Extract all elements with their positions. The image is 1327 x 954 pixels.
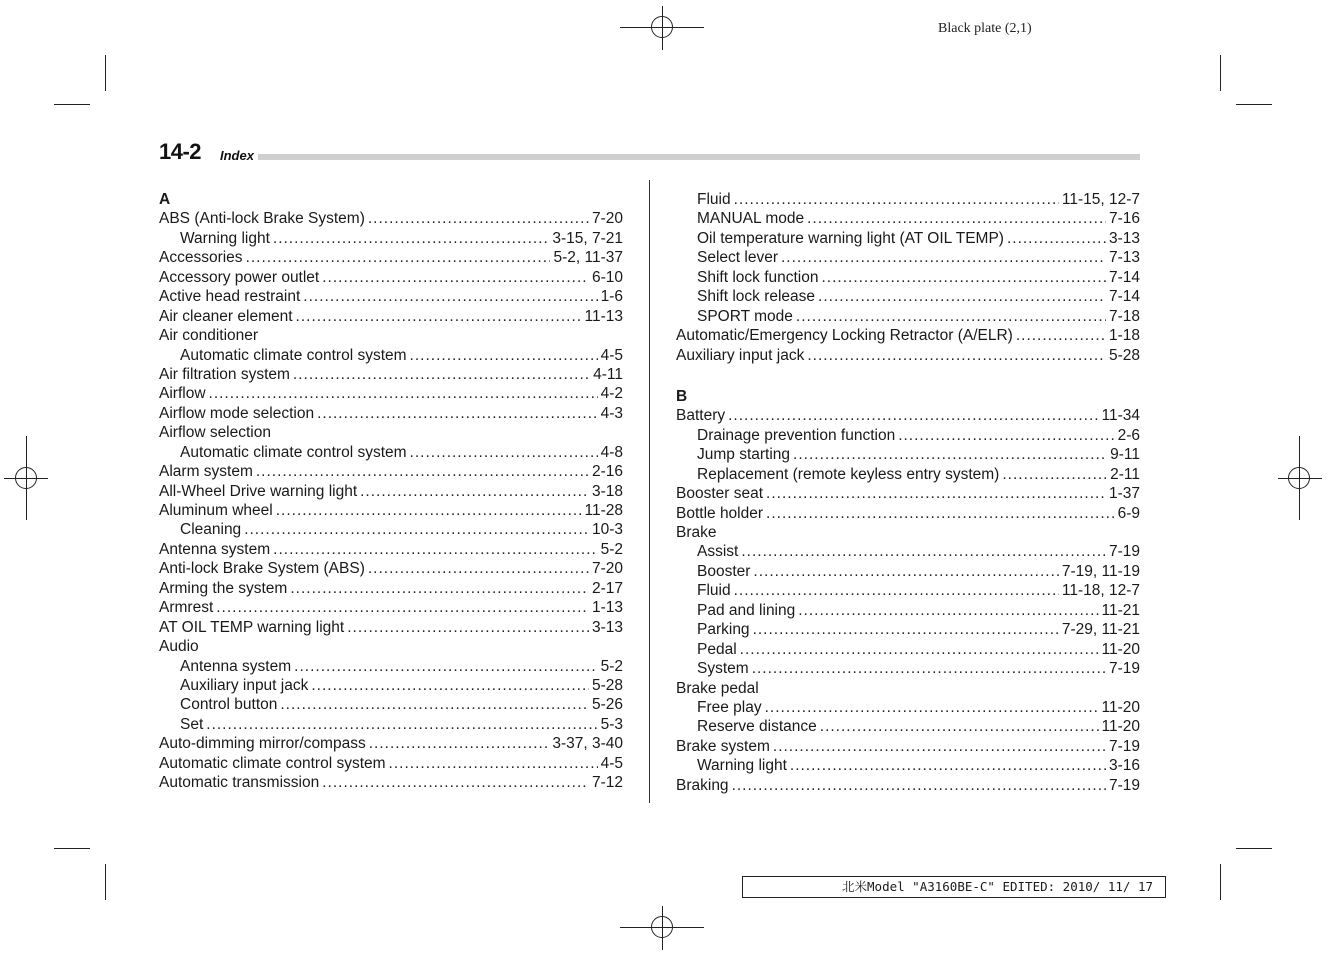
entry-page-ref: 10-3: [591, 521, 623, 539]
entry-label: Accessories: [159, 249, 243, 267]
entry-label: Auto-dimming mirror/compass: [159, 735, 366, 753]
entry-label: Automatic transmission: [159, 774, 320, 792]
index-entry: [159, 734, 623, 753]
entry-page-ref: 7-19: [1108, 543, 1140, 561]
entry-label: Drainage prevention function: [697, 426, 896, 444]
entry-page-ref: 4-5: [600, 346, 623, 364]
index-subentry: [676, 620, 1140, 639]
index-subentry: [676, 581, 1140, 600]
edition-footer: 北米Model "A3160BE-C" EDITED: 2010/ 11/ 17: [742, 876, 1166, 898]
entry-page-ref: 11-18, 12-7: [1061, 582, 1140, 600]
entry-label: Brake pedal: [676, 679, 759, 697]
entry-label: Warning light: [180, 229, 270, 247]
dot-leader: [1016, 326, 1106, 345]
entry-page-ref: 2-17: [591, 579, 623, 597]
dot-leader: [898, 426, 1114, 445]
entry-page-ref: 9-11: [1110, 446, 1140, 464]
entry-label: Brake system: [676, 737, 770, 755]
crop-mark: [1220, 864, 1221, 900]
dot-leader: [732, 776, 1106, 795]
index-subentry: [676, 640, 1140, 659]
dot-leader: [741, 542, 1106, 561]
entry-page-ref: 3-13: [591, 618, 623, 636]
entry-page-ref: 6-9: [1117, 504, 1140, 522]
entry-page-ref: 5-2: [600, 657, 623, 675]
dot-leader: [311, 676, 589, 695]
entry-label: Airflow selection: [159, 424, 271, 442]
index-subentry: [159, 229, 623, 248]
dot-leader: [410, 346, 598, 365]
entry-page-ref: 2-11: [1110, 465, 1140, 483]
entry-label: Cleaning: [180, 521, 242, 539]
dot-leader: [347, 618, 589, 637]
crop-mark: [105, 55, 106, 91]
section-gap: [676, 365, 1140, 387]
entry-label: Control button: [180, 696, 278, 714]
index-entry: [676, 504, 1140, 523]
dot-leader: [821, 268, 1105, 287]
section-title: Index: [220, 148, 254, 163]
index-entry: [159, 307, 623, 326]
dot-leader: [793, 445, 1107, 464]
index-entry: [676, 523, 1140, 542]
index-subentry: [159, 346, 623, 365]
entry-page-ref: 5-3: [600, 715, 623, 733]
entry-label: Select lever: [697, 249, 778, 267]
index-subentry: [676, 229, 1140, 248]
dot-leader: [216, 598, 589, 617]
entry-label: Air cleaner element: [159, 307, 293, 325]
plate-label: Black plate (2,1): [938, 21, 1032, 36]
crop-mark: [105, 864, 106, 900]
entry-page-ref: 7-29, 11-21: [1061, 621, 1140, 639]
entry-label: Bottle holder: [676, 504, 764, 522]
entry-label: Booster seat: [676, 485, 764, 503]
index-entry: [159, 209, 623, 228]
index-entry: [159, 268, 623, 287]
entry-label: SPORT mode: [697, 307, 793, 325]
dot-leader: [796, 307, 1106, 326]
entry-page-ref: 4-5: [600, 754, 623, 772]
index-entry: [159, 559, 623, 578]
index-entry: [159, 326, 623, 345]
entry-label: Accessory power outlet: [159, 268, 320, 286]
entry-page-ref: 4-2: [600, 385, 623, 403]
index-subentry: [159, 520, 623, 539]
entry-page-ref: 2-6: [1117, 426, 1140, 444]
entry-page-ref: 3-18: [591, 482, 623, 500]
dot-leader: [209, 384, 598, 403]
entry-page-ref: 7-20: [591, 560, 623, 578]
entry-page-ref: 4-11: [593, 365, 623, 383]
dot-leader: [273, 229, 549, 248]
index-subentry: [676, 209, 1140, 228]
dot-leader: [728, 406, 1098, 425]
column-divider: [649, 180, 650, 803]
dot-leader: [753, 562, 1058, 581]
entry-label: Warning light: [697, 757, 787, 775]
dot-leader: [322, 268, 589, 287]
entry-label: Oil temperature warning light (AT OIL TEMP): [697, 229, 1004, 247]
entry-page-ref: 11-21: [1101, 601, 1140, 619]
entry-page-ref: 11-20: [1101, 640, 1140, 658]
entry-page-ref: 4-3: [600, 404, 623, 422]
entry-label: Auxiliary input jack: [676, 346, 805, 364]
entry-page-ref: 11-13: [584, 307, 623, 325]
entry-label: Replacement (remote keyless entry system): [697, 465, 1000, 483]
entry-page-ref: 5-2: [600, 540, 623, 558]
index-subentry: [676, 562, 1140, 581]
entry-label: Audio: [159, 638, 199, 656]
dot-leader: [368, 559, 589, 578]
index-subentry: [676, 287, 1140, 306]
header-bar: [258, 154, 1140, 160]
entry-page-ref: 4-8: [600, 443, 623, 461]
page-number: 14-2: [159, 139, 202, 164]
entry-label: Set: [180, 715, 204, 733]
entry-page-ref: 3-13: [1108, 229, 1140, 247]
dot-leader: [293, 365, 590, 384]
dot-leader: [773, 737, 1106, 756]
entry-label: Pedal: [697, 640, 737, 658]
index-entry: [676, 406, 1140, 425]
index-entry: [676, 776, 1140, 795]
entry-page-ref: 1-6: [600, 288, 623, 306]
dot-leader: [256, 462, 589, 481]
entry-label: Active head restraint: [159, 288, 301, 306]
entry-page-ref: 3-16: [1108, 757, 1140, 775]
index-subentry: [676, 268, 1140, 287]
dot-leader: [734, 581, 1059, 600]
entry-page-ref: 7-20: [591, 210, 623, 228]
entry-label: Reserve distance: [697, 718, 817, 736]
entry-label: Antenna system: [159, 540, 271, 558]
entry-label: Airflow: [159, 385, 206, 403]
crop-mark: [54, 104, 90, 105]
entry-label: Arming the system: [159, 579, 288, 597]
dot-leader: [1002, 465, 1107, 484]
index-subentry: [159, 695, 623, 714]
index-letter-heading: A: [159, 191, 171, 208]
crop-mark: [1236, 104, 1272, 105]
index-entry: [159, 423, 623, 442]
dot-leader: [790, 756, 1106, 775]
entry-label: Braking: [676, 776, 729, 794]
entry-page-ref: 5-26: [591, 696, 623, 714]
entry-label: Automatic climate control system: [180, 443, 407, 461]
entry-label: Auxiliary input jack: [180, 676, 309, 694]
index-entry: [159, 754, 623, 773]
dot-leader: [820, 717, 1099, 736]
dot-leader: [389, 754, 598, 773]
entry-page-ref: 1-37: [1108, 485, 1140, 503]
entry-label: MANUAL mode: [697, 210, 805, 228]
entry-label: System: [697, 660, 749, 678]
index-subentry: [159, 676, 623, 695]
entry-label: Assist: [697, 543, 739, 561]
entry-label: Shift lock release: [697, 288, 816, 306]
entry-page-ref: 3-15, 7-21: [552, 229, 623, 247]
entry-label: AT OIL TEMP warning light: [159, 618, 345, 636]
entry-label: Fluid: [697, 191, 731, 208]
index-entry: [159, 501, 623, 520]
dot-leader: [294, 657, 597, 676]
index-subentry: [676, 248, 1140, 267]
index-column-right: [676, 190, 1140, 795]
entry-label: Air conditioner: [159, 327, 259, 345]
index-entry: [159, 248, 623, 267]
index-entry: [159, 482, 623, 501]
entry-page-ref: 1-13: [591, 599, 623, 617]
index-subentry: [676, 426, 1140, 445]
dot-leader: [766, 484, 1106, 503]
index-subentry: [159, 443, 623, 462]
entry-label: Battery: [676, 407, 726, 425]
entry-page-ref: 7-19: [1108, 737, 1140, 755]
index-subentry: [676, 445, 1140, 464]
dot-leader: [765, 698, 1099, 717]
dot-leader: [781, 248, 1106, 267]
dot-leader: [740, 640, 1099, 659]
entry-label: Armrest: [159, 599, 214, 617]
dot-leader: [206, 715, 597, 734]
index-entry: [676, 326, 1140, 345]
entry-label: Automatic climate control system: [159, 754, 386, 772]
dot-leader: [360, 482, 589, 501]
dot-leader: [369, 734, 550, 753]
index-entry: [159, 384, 623, 403]
index-subentry: [676, 698, 1140, 717]
entry-label: Brake: [676, 524, 717, 541]
entry-page-ref: 7-19, 11-19: [1061, 562, 1140, 580]
entry-page-ref: 11-28: [584, 502, 623, 519]
entry-page-ref: 11-15, 12-7: [1061, 191, 1140, 208]
entry-page-ref: 2-16: [591, 463, 623, 481]
index-entry: [159, 287, 623, 306]
entry-label: Shift lock function: [697, 268, 819, 286]
entry-label: Automatic climate control system: [180, 346, 407, 364]
crop-mark: [1236, 848, 1272, 849]
dot-leader: [368, 209, 589, 228]
dot-leader: [798, 601, 1098, 620]
dot-leader: [807, 346, 1106, 365]
index-entry: [159, 773, 623, 792]
dot-leader: [1007, 229, 1106, 248]
dot-leader: [766, 504, 1115, 523]
dot-leader: [303, 287, 597, 306]
index-entry: [159, 598, 623, 617]
entry-label: Anti-lock Brake System (ABS): [159, 560, 365, 578]
entry-page-ref: 7-18: [1108, 307, 1140, 325]
index-entry: [159, 579, 623, 598]
dot-leader: [818, 287, 1106, 306]
entry-page-ref: 11-20: [1101, 698, 1140, 716]
index-column-left: [159, 190, 623, 793]
entry-label: All-Wheel Drive warning light: [159, 482, 358, 500]
dot-leader: [317, 404, 598, 423]
index-subentry: [676, 756, 1140, 775]
dot-leader: [244, 520, 589, 539]
index-letter-heading: B: [676, 387, 688, 405]
entry-page-ref: 7-14: [1108, 288, 1140, 306]
index-entry: [676, 679, 1140, 698]
index-entry: [159, 404, 623, 423]
crop-mark: [1220, 55, 1221, 91]
index-entry: [159, 618, 623, 637]
entry-page-ref: 7-13: [1108, 249, 1140, 267]
dot-leader: [807, 209, 1106, 228]
entry-label: ABS (Anti-lock Brake System): [159, 210, 365, 228]
entry-page-ref: 7-19: [1108, 660, 1140, 678]
dot-leader: [280, 695, 589, 714]
index-subentry: [676, 717, 1140, 736]
entry-label: Antenna system: [180, 657, 292, 675]
entry-label: Free play: [697, 698, 762, 716]
entry-label: Fluid: [697, 582, 731, 600]
crop-mark: [54, 848, 90, 849]
dot-leader: [273, 540, 597, 559]
entry-page-ref: 5-2, 11-37: [553, 249, 623, 267]
index-subentry: [159, 715, 623, 734]
entry-page-ref: 1-18: [1108, 327, 1140, 345]
dot-leader: [410, 443, 598, 462]
entry-label: Pad and lining: [697, 601, 796, 619]
entry-page-ref: 11-34: [1101, 407, 1140, 425]
entry-page-ref: 6-10: [591, 268, 623, 286]
entry-label: Jump starting: [697, 446, 791, 464]
entry-label: Alarm system: [159, 463, 253, 481]
entry-label: Airflow mode selection: [159, 404, 315, 422]
index-entry: [676, 346, 1140, 365]
index-subentry: [676, 542, 1140, 561]
index-subentry: [676, 307, 1140, 326]
dot-leader: [753, 620, 1059, 639]
entry-label: Air filtration system: [159, 365, 290, 383]
entry-label: Parking: [697, 621, 750, 639]
entry-page-ref: 3-37, 3-40: [552, 735, 623, 753]
index-subentry: [676, 190, 1140, 209]
index-entry: [676, 484, 1140, 503]
index-subentry: [676, 601, 1140, 620]
dot-leader: [246, 248, 551, 267]
entry-page-ref: 7-12: [591, 774, 623, 792]
index-entry: [159, 637, 623, 656]
dot-leader: [296, 307, 582, 326]
dot-leader: [734, 190, 1059, 209]
index-subentry: [676, 465, 1140, 484]
index-entry: [159, 540, 623, 559]
entry-page-ref: 7-19: [1108, 776, 1140, 794]
index-subentry: [676, 659, 1140, 678]
entry-page-ref: 7-16: [1108, 210, 1140, 228]
index-entry: [159, 365, 623, 384]
dot-leader: [752, 659, 1106, 678]
dot-leader: [322, 773, 589, 792]
dot-leader: [276, 501, 582, 520]
index-entry: [676, 737, 1140, 756]
index-subentry: [159, 657, 623, 676]
entry-page-ref: 5-28: [1108, 346, 1140, 364]
entry-page-ref: 5-28: [591, 676, 623, 694]
entry-page-ref: 11-20: [1101, 718, 1140, 736]
index-entry: [159, 462, 623, 481]
entry-label: Automatic/Emergency Locking Retractor (A/ELR): [676, 327, 1013, 345]
entry-label: Booster: [697, 562, 751, 580]
dot-leader: [290, 579, 589, 598]
entry-label: Aluminum wheel: [159, 502, 273, 519]
entry-page-ref: 7-14: [1108, 268, 1140, 286]
